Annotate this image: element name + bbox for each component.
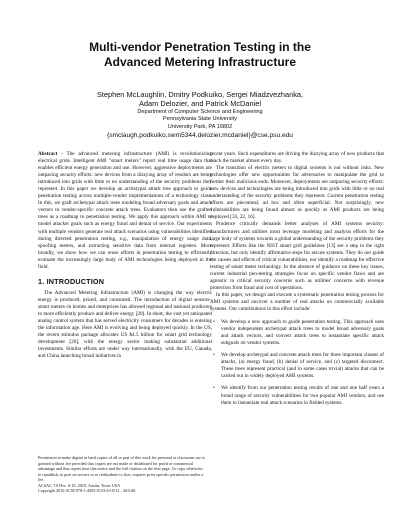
- intro-paragraph-1: The Advanced Metering Infrastructure (AMI) is changing the way electric energy is produced, priced, and consumed. The introduction of digital sensors–smart meters–in homes and enterprises has allowed regional and national producers to more efficiently produce and deliver energy [20]. In short, the vast yet antiquated analog control system that has served electricity consumers for decades is entering the information age. Here AMI is evolving and being deployed quickly. In the US, the recent stimulus package allocates US $4.5 billion for smart grid technology development [26], with the energy sector making substantial additional investments. Similar efforts are under way internationally, with the EU, Canada, and China launching broad initiatives in: [38, 289, 212, 360]
- intro-paragraph-continued: recent years. Such expenditures are driving the dizzying array of new products that reach the market almost every day.: [210, 151, 384, 165]
- intro-paragraph-3: Prudence critically demands better analyses of AMI systems security: manufacturers and utilities must leverage modeling and analysis efforts for the large body of systems towards a global understanding of the security problems they represent. Efforts like the NIST smart grid guidelines [13] are a step in the right direction, but only identify affirmative steps for secure systems. They do not guide the causes and effects of critical vulnerabilities, nor identify a roadmap for effective testing of smart meter technology. In the absence of guidance on these key issues, current industrial pen-testing strategies focus on specific vendor flaws and are agnostic to critical security concerns such as utilities' concerns with revenue protection from fraud and cost of operations.: [210, 221, 384, 291]
- contribution-item: [210, 352, 384, 380]
- left-column: [38, 151, 212, 360]
- section-heading-introduction: 1. INTRODUCTION: [38, 276, 105, 286]
- author-emails: {smclaugh,podkuiko,swm5344,delozier,mcdaniel}@cse.psu.edu: [107, 132, 293, 139]
- bullet-icon: •: [213, 385, 215, 392]
- intro-paragraph-4: In this paper, we design and execute a systematic penetration testing process for AMI systems and uncover a number of real attacks on commercially available systems. Our contributions in this effort include:: [210, 291, 384, 313]
- title-line-2: Advanced Metering Infrastructure: [103, 55, 297, 69]
- affiliation-line-2: Pennsylvania State University: [163, 116, 237, 123]
- right-column: [210, 151, 384, 412]
- contribution-item: [210, 385, 384, 406]
- title-line-1: Multi-vendor Penetration Testing in the: [89, 40, 311, 54]
- authors-line-2: Adam Delozier, and Patrick McDaniel: [139, 99, 261, 109]
- contribution-text: We develop a new approach to guide penetration testing. This approach uses vendor independent archetypal attack trees to model broad adversary goals and attack vectors, and convert attack trees to instantiate specific attack subgoals on vendor systems.: [221, 319, 384, 347]
- affiliation-line-1: Department of Computer Science and Engineering: [137, 109, 263, 115]
- bullet-icon: •: [213, 352, 215, 359]
- affiliation-line-3: University Park, PA 16802: [167, 123, 233, 130]
- author-list: [0, 90, 400, 109]
- contribution-text: We identify from our penetration testing results of one and one half years a broad range of security vulnerabilities for two popular AMI vendors, and use them to instantiate real attack scenarios in fielded systems.: [221, 385, 384, 406]
- abstract-label: Abstract -: [38, 151, 63, 157]
- contribution-text: We develop archetypal and concrete attack trees for three important classes of attacks, (a) energy fraud, (b) denial of service, and (c) targeted disconnect. These trees represent practical (and in some cases trivial) attacks that can be carried out in widely deployed AMI systems.: [221, 352, 384, 380]
- abstract-text: The advanced metering infrastructure (AMI) is revolutionizing electrical grids. Intelligent AMI "smart meters" report real time usage data that enables efficient energy generation and use. However, aggressive deployments are outpacing security efforts: new devices from a dizzying array of vendors are being introduced into grids with little or no understanding of the security problems they represent. In this paper we develop an archetypal attack tree approach to guide penetration testing across multiple-vendor implementations of a technology class. In this, we graft archetypal attack trees modeling broad adversary goals and attack vectors to vendor-specific concrete attack trees. Evaluators then use the grafted trees as a roadmap to penetration testing. We apply this approach within AMI to model attacker goals such as energy fraud and denial of service. Our experiments with multiple vendors generate real attack scenarios using vulnerabilities identified during directed penetration testing, e.g., manipulation of energy usage data, spoofing meters, and extracting sensitive data from internal registers. More broadly, we show how we can reuse efforts in penetration testing to efficiently evaluate the increasingly large body of AMI technologies being deployed in the field.: [38, 151, 212, 270]
- contributions-list: [210, 319, 384, 407]
- authors-line-1: Stephen McLaughlin, Dmitry Podkuiko, Sergei Miadzvezhanka,: [96, 90, 304, 99]
- affiliation: [0, 109, 400, 131]
- abstract: [38, 151, 212, 271]
- copyright-footnote: Permission to make digital or hard copies of all or part of this work for personal or classroom use is granted without fee provided that copies are not made or distributed for profit or commercial advantage and that copies bear this notice and the full citation on the first page. To copy otherwise, to republish, to post on servers or to redistribute to lists, requires prior specific permission and/or a fee. ACSAC '10 Dec. 6-10, 2010, Austin, Texas USA Copyright 2010 ACM 978-1-4503-0133-6/10/12 ...$10.00.: [38, 455, 205, 493]
- intro-paragraph-2: The transition of electric meters to digital systems is not without risks. New technologies offer new opportunities for adversaries to manipulate the grid to further their malicious ends. Moreover, deployments are outpacing security efforts: new devices and technologies are being introduced into grids with little or no real understanding of the security problems they represent. Current penetration testing efforts are piecemeal, ad hoc and often superficial. Not surprisingly, new vulnerabilities are being found almost as quickly as AMI products are being deployed [33, 22, 16].: [210, 165, 384, 221]
- paper-title: [0, 40, 400, 70]
- bullet-icon: •: [213, 319, 215, 326]
- contribution-item: [210, 319, 384, 347]
